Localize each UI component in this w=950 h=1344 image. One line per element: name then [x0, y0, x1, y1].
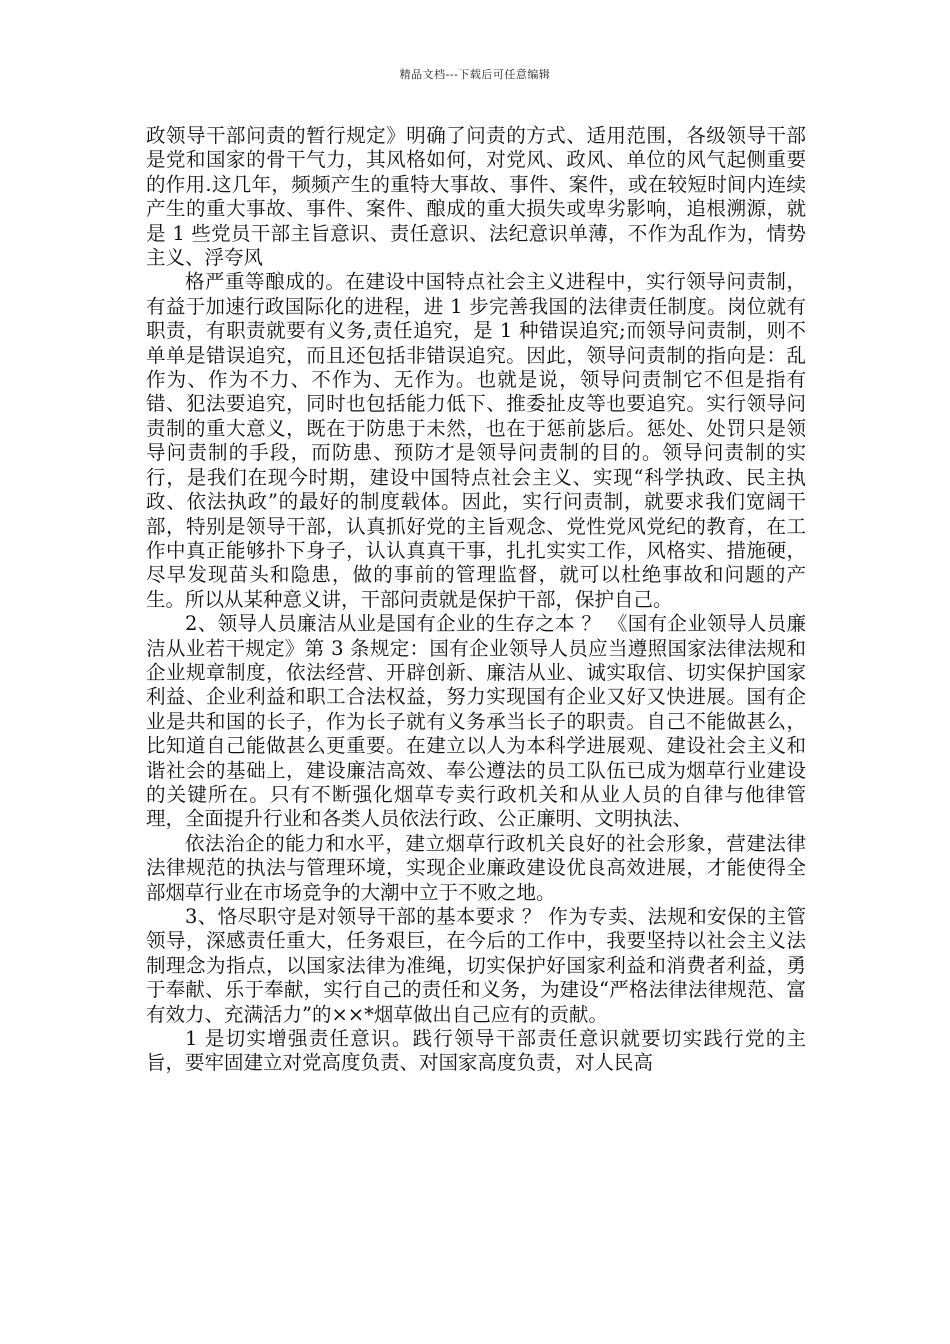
paragraph-6: 1 是切实增强责任意识。践行领导干部责任意识就要切实践行党的主旨，要牢固建立对党高度负责、对国家高度负责，对人民高	[146, 1027, 806, 1075]
paragraph-1: 政领导干部问责的暂行规定》明确了问责的方式、适用范围，各级领导干部是党和国家的骨干气力，其风格如何，对党风、政风、单位的风气起侧重要的作用.这几年，频频产生的重特大事故、事件、案件，或在较短时间内连续产生的重大事故、事件、案件、酿成的重大损失或卑劣影响，追根溯源，就是 1 些党员干部主旨意识、责任意识、法纪意识单薄，不作为乱作为，情势主义、浮夸风	[146, 124, 806, 270]
page-header: 精品文档---下载后可任意编辑	[399, 68, 551, 81]
paragraph-5: 3、恪尽职守是对领导干部的基本要求 ？ 作为专卖、法规和安保的主管领导，深感责任重大，任务艰巨，在今后的工作中，我要坚持以社会主义法制理念为指点，以国家法律为准绳，切实保护好国家利益和消费者利益，勇于奉献、乐于奉献，实行自己的责任和义务，为建设“严格法律法律规范、富有效力、充满活力”的××*烟草做出自己应有的贡献。	[146, 905, 806, 1026]
body-text	[146, 124, 806, 1076]
paragraph-2: 格严重等酿成的。在建设中国特点社会主义进程中，实行领导问责制，有益于加速行政国际化的进程，进 1 步完善我国的法律责任制度。岗位就有职责，有职责就要有义务,责任追究，是 1 种错误追究;而领导问责制，则不单单是错误追究，而且还包括非错误追究。因此，领导问责制的指向是：乱作为、作为不力、不作为、无作为。也就是说，领导问责制它不但是指有错、犯法要追究，同时也包括能力低下、推委扯皮等也要追究。实行领导问责制的重大意义，既在于防患于未然，也在于惩前毖后。惩处、处罚只是领导问责制的手段，而防患、预防才是领导问责制的目的。领导问责制的实行，是我们在现今时期，建设中国特点社会主义、实现“科学执政、民主执政、依法执政”的最好的制度载体。因此，实行问责制，就要求我们宽阔干部，特别是领导干部，认真抓好党的主旨观念、党性党风党纪的教育，在工作中真正能够扑下身子，认认真真干事，扎扎实实工作，风格实、措施硬，尽早发现苗头和隐患，做的事前的管理监督，就可以杜绝事故和问题的产生。所以从某种意义讲，干部问责就是保护干部，保护自己。	[146, 270, 806, 611]
paragraph-4: 依法治企的能力和水平，建立烟草行政机关良好的社会形象，营建法律法律规范的执法与管理环境，实现企业廉政建设优良高效进展，才能使得全部烟草行业在市场竞争的大潮中立于不败之地。	[146, 831, 806, 904]
paragraph-3: 2、领导人员廉洁从业是国有企业的生存之本 ？ 《国有企业领导人员廉洁从业若干规定》第 3 条规定：国有企业领导人员应当遵照国家法律法规和企业规章制度，依法经营、开辟创新、廉洁从业、诚实取信、切实保护国家利益、企业利益和职工合法权益，努力实现国有企业又好又快进展。国有企业是共和国的长子，作为长子就有义务承当长子的职责。自己不能做甚么，比知道自己能做甚么更重要。在建立以人为本科学进展观、建设社会主义和谐社会的基础上，建设廉洁高效、奉公遵法的员工队伍已成为烟草行业建设的关键所在。只有不断强化烟草专卖行政机关和从业人员的自律与他律管理，全面提升行业和各类人员依法行政、公正廉明、文明执法、	[146, 612, 806, 831]
